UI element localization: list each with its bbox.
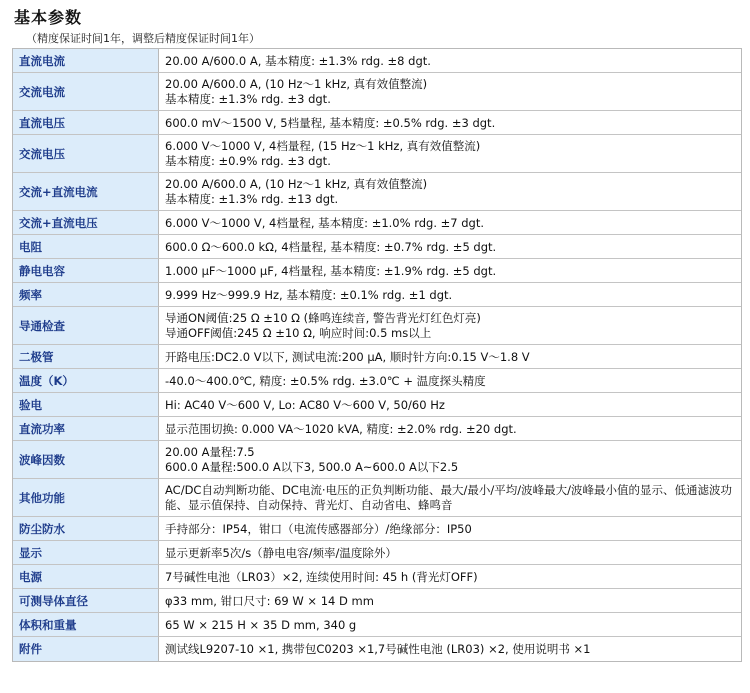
spec-value-line: 测试线L9207-10 ×1, 携带包C0203 ×1,7号碱性电池 (LR03) ×2, 使用说明书 ×1 <box>165 642 591 656</box>
spec-value-line: 20.00 A/600.0 A, (10 Hz～1 kHz, 真有效值整流) <box>165 177 428 191</box>
spec-value-line: 6.000 V～1000 V, 4档量程, (15 Hz～1 kHz, 真有效值整流) <box>165 139 481 153</box>
spec-value <box>159 73 741 111</box>
spec-value <box>159 49 741 73</box>
spec-label: 直流电流 <box>13 49 159 73</box>
spec-row <box>13 307 741 345</box>
spec-row <box>13 283 741 307</box>
spec-label: 交流电压 <box>13 135 159 173</box>
spec-label: 直流功率 <box>13 417 159 441</box>
spec-value-line: 600.0 mV～1500 V, 5档量程, 基本精度: ±0.5% rdg. ±3 dgt. <box>165 115 496 130</box>
spec-value-line: 基本精度: ±1.3% rdg. ±13 dgt. <box>165 192 339 206</box>
page-title: 基本参数 <box>14 8 83 27</box>
spec-value-line: 导通ON阈值:25 Ω ±10 Ω (蜂鸣连续音, 警告背光灯红色灯亮) <box>165 311 481 325</box>
spec-value <box>159 211 741 235</box>
spec-value-line: 开路电压:DC2.0 V以下, 测试电流:200 μA, 顺时针方向:0.15 V～1.8 V <box>165 349 530 364</box>
spec-row <box>13 393 741 417</box>
spec-value-line: 显示更新率5次/s（静电电容/频率/温度除外） <box>165 545 397 560</box>
spec-label: 二极管 <box>13 345 159 369</box>
spec-label: 体积和重量 <box>13 613 159 637</box>
spec-value-line: 显示范围切换: 0.000 VA～1020 kVA, 精度: ±2.0% rdg. ±20 dgt. <box>165 421 517 436</box>
spec-label: 导通检查 <box>13 307 159 345</box>
spec-value <box>159 173 741 211</box>
spec-value <box>159 479 741 517</box>
spec-value <box>159 417 741 441</box>
spec-value-line: 65 W × 215 H × 35 D mm, 340 g <box>165 617 357 632</box>
spec-label: 其他功能 <box>13 479 159 517</box>
spec-value-line: 20.00 A/600.0 A, (10 Hz～1 kHz, 真有效值整流) <box>165 77 428 91</box>
spec-value-line: 600.0 Ω～600.0 kΩ, 4档量程, 基本精度: ±0.7% rdg. ±5 dgt. <box>165 239 497 254</box>
spec-value <box>159 235 741 259</box>
spec-value-line: φ33 mm, 钳口尺寸: 69 W × 14 D mm <box>165 593 374 608</box>
spec-value <box>159 307 741 345</box>
spec-value-line: 基本精度: ±1.3% rdg. ±3 dgt. <box>165 92 331 106</box>
accuracy-note: （精度保证时间1年，调整后精度保证时间1年） <box>26 32 260 45</box>
spec-label: 交流电流 <box>13 73 159 111</box>
spec-row <box>13 111 741 135</box>
spec-label: 温度（K） <box>13 369 159 393</box>
spec-value-line: 9.999 Hz～999.9 Hz, 基本精度: ±0.1% rdg. ±1 dgt. <box>165 287 453 302</box>
spec-label: 波峰因数 <box>13 441 159 479</box>
spec-row <box>13 259 741 283</box>
spec-value <box>159 541 741 565</box>
spec-label: 附件 <box>13 637 159 661</box>
spec-value <box>159 369 741 393</box>
spec-value-line: 手持部分：IP54，钳口（电流传感器部分）/绝缘部分：IP50 <box>165 521 472 536</box>
spec-label: 可测导体直径 <box>13 589 159 613</box>
spec-row <box>13 637 741 661</box>
spec-row <box>13 541 741 565</box>
spec-row <box>13 135 741 173</box>
spec-table-body <box>13 49 741 661</box>
spec-value-line: 7号碱性电池（LR03）×2, 连续使用时间: 45 h (背光灯OFF) <box>165 569 478 584</box>
spec-row <box>13 73 741 111</box>
spec-row <box>13 479 741 517</box>
spec-value <box>159 135 741 173</box>
spec-value-line: AC/DC自动判断功能、DC电流·电压的正负判断功能、最大/最小/平均/波峰最大/波峰最小值的显示、低通滤波功能、显示值保持、自动保持、背光灯、自动省电、蜂鸣音 <box>165 483 732 512</box>
spec-label: 电阻 <box>13 235 159 259</box>
spec-value-line: 20.00 A/600.0 A, 基本精度: ±1.3% rdg. ±8 dgt. <box>165 53 431 68</box>
spec-row <box>13 173 741 211</box>
spec-row <box>13 565 741 589</box>
spec-value <box>159 283 741 307</box>
spec-label: 直流电压 <box>13 111 159 135</box>
spec-row <box>13 369 741 393</box>
spec-table <box>12 48 742 662</box>
spec-row <box>13 441 741 479</box>
spec-value <box>159 589 741 613</box>
spec-value-line: 20.00 A量程:7.5 <box>165 445 255 459</box>
spec-row <box>13 49 741 73</box>
spec-label: 交流+直流电流 <box>13 173 159 211</box>
spec-row <box>13 589 741 613</box>
spec-value-line: 600.0 A量程:500.0 A以下3, 500.0 A~600.0 A以下2.5 <box>165 460 459 474</box>
spec-value-line: 6.000 V～1000 V, 4档量程, 基本精度: ±1.0% rdg. ±7 dgt. <box>165 215 485 230</box>
spec-label: 防尘防水 <box>13 517 159 541</box>
spec-value-line: 基本精度: ±0.9% rdg. ±3 dgt. <box>165 154 331 168</box>
spec-label: 电源 <box>13 565 159 589</box>
spec-value <box>159 393 741 417</box>
spec-value-line: 1.000 μF～1000 μF, 4档量程, 基本精度: ±1.9% rdg. ±5 dgt. <box>165 263 497 278</box>
spec-value <box>159 259 741 283</box>
spec-value <box>159 345 741 369</box>
spec-label: 频率 <box>13 283 159 307</box>
spec-value <box>159 637 741 661</box>
spec-label: 静电电容 <box>13 259 159 283</box>
spec-value <box>159 111 741 135</box>
spec-row <box>13 613 741 637</box>
spec-row <box>13 235 741 259</box>
spec-label: 交流+直流电压 <box>13 211 159 235</box>
spec-value <box>159 565 741 589</box>
spec-value <box>159 517 741 541</box>
spec-row <box>13 211 741 235</box>
spec-row <box>13 345 741 369</box>
spec-row <box>13 517 741 541</box>
spec-row <box>13 417 741 441</box>
spec-value-line: -40.0～400.0℃, 精度: ±0.5% rdg. ±3.0℃ + 温度探头精度 <box>165 373 486 388</box>
spec-value-line: Hi: AC40 V～600 V, Lo: AC80 V～600 V, 50/60 Hz <box>165 397 445 412</box>
spec-label: 显示 <box>13 541 159 565</box>
spec-value <box>159 441 741 479</box>
spec-value <box>159 613 741 637</box>
spec-label: 验电 <box>13 393 159 417</box>
spec-value-line: 导通OFF阈值:245 Ω ±10 Ω, 响应时间:0.5 ms以上 <box>165 326 432 340</box>
